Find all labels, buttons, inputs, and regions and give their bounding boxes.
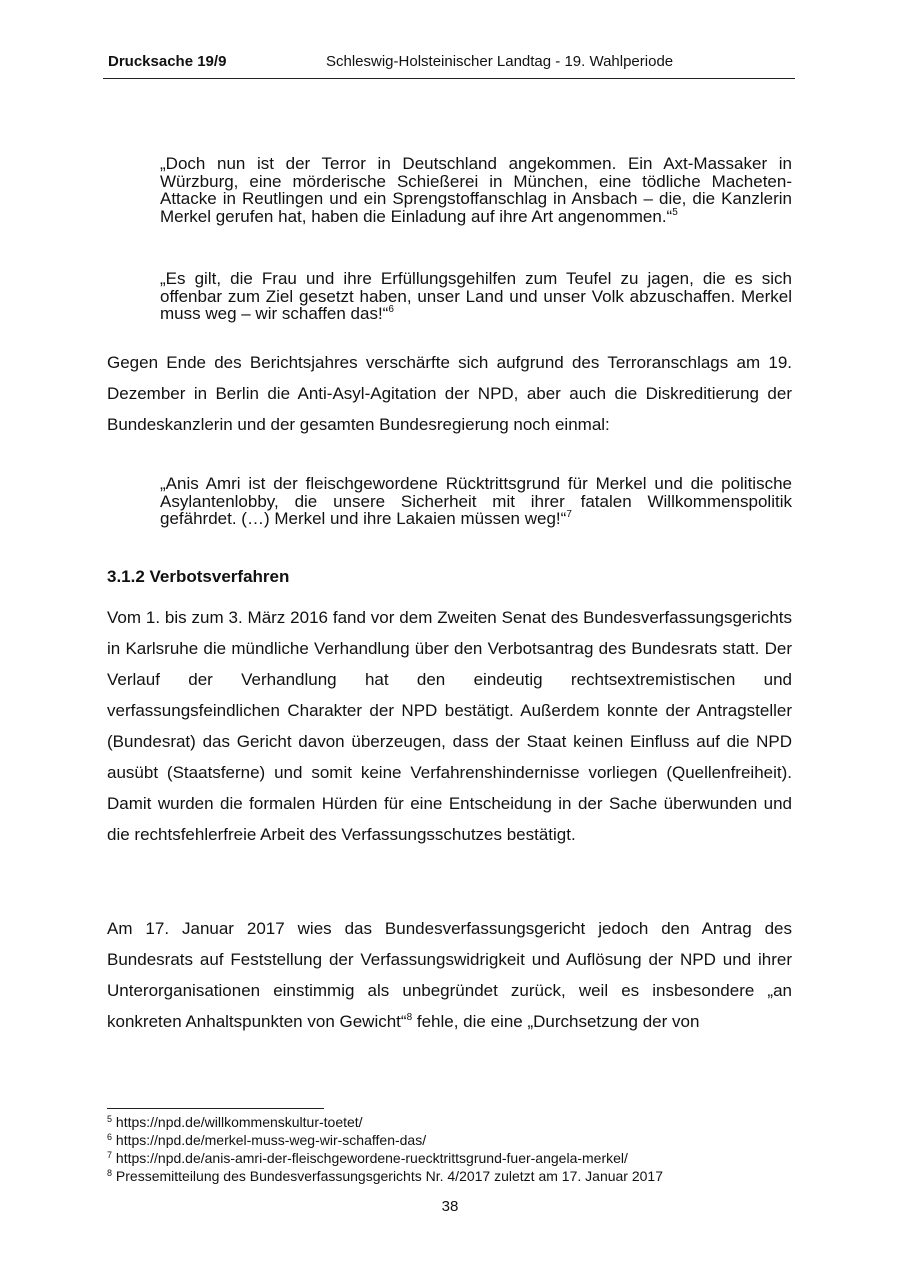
document-number: Drucksache 19/9 bbox=[108, 53, 227, 70]
footnote-number: 5 bbox=[107, 1114, 113, 1124]
footnote-number: 6 bbox=[107, 1132, 113, 1142]
footnotes bbox=[107, 1113, 663, 1185]
footnote-7 bbox=[107, 1149, 663, 1167]
footnote-link[interactable]: https://npd.de/willkommenskultur-toetet/ bbox=[112, 1114, 363, 1130]
footnote-6 bbox=[107, 1131, 663, 1149]
paragraph-text: Am 17. Januar 2017 wies das Bundesverfassungsgericht jedoch den Antrag des Bundesrats auf Feststellung der Verfassungswidrigkeit und Auflösung der NPD und ihrer Unterorganisationen einstimmig als unbegründet zurück, weil es insbesondere „an konkreten Anhaltspunkten von Gewicht“ bbox=[107, 919, 792, 1031]
footnote-number: 8 bbox=[107, 1168, 113, 1178]
paragraph-verbotsverfahren: Vom 1. bis zum 3. März 2016 fand vor dem Zweiten Senat des Bundesverfassungsgerichts in Karlsruhe die mündliche Verhandlung über den Verbotsantrag des Bundesrats statt. Der Verlauf der Verhandlung hat den eindeutig rechtsextremistischen und verfassungsfeindlichen Charakter der NPD bestätigt. Außerdem konnte der Antragsteller (Bundesrat) das Gericht davon überzeugen, dass der Staat keinen Einfluss auf die NPD ausübt (Staatsferne) und somit keine Verfahrenshindernisse vorliegen (Quellenfreiheit). Damit wurden die formalen Hürden für eine Entscheidung in der Sache überwunden und die rechtsfehlerfreie Arbeit des Verfassungsschutzes bestätigt. bbox=[107, 608, 792, 844]
paragraph-decision bbox=[107, 913, 792, 1037]
block-quote-3 bbox=[160, 475, 792, 528]
footnote-ref-5[interactable]: 5 bbox=[672, 206, 678, 218]
page-number: 38 bbox=[441, 1198, 459, 1215]
footnote-5 bbox=[107, 1113, 663, 1131]
footnote-text: Pressemitteilung des Bundesverfassungsgerichts Nr. 4/2017 zuletzt am 17. Januar 2017 bbox=[112, 1168, 663, 1184]
quote-text: „Anis Amri ist der fleischgewordene Rücktrittsgrund für Merkel und die politische Asylantenlobby, die unsere Sicherheit mit ihrer fatalen Willkommenspolitik gefährdet. (…) Merkel und ihre Lakaien müssen weg!“ bbox=[160, 474, 792, 528]
header-title: Schleswig-Holsteinischer Landtag - 19. Wahlperiode bbox=[326, 53, 674, 70]
footnote-separator bbox=[107, 1108, 324, 1109]
footnote-ref-7[interactable]: 7 bbox=[566, 509, 572, 520]
quote-text: „Es gilt, die Frau und ihre Erfüllungsgehilfen zum Teufel zu jagen, die es sich offenbar zum Ziel gesetzt haben, unser Land und unser Volk abzuschaffen. Merkel muss weg – wir schaffen das!“ bbox=[160, 269, 792, 323]
paragraph-text-continued: fehle, die eine „Durchsetzung der von bbox=[412, 1012, 700, 1031]
page-header bbox=[103, 52, 795, 79]
quote-text: „Doch nun ist der Terror in Deutschland angekommen. Ein Axt-Massaker in Würzburg, eine mörderische Schießerei in München, eine tödliche Macheten-Attacke in Reutlingen und ein Sprengstoffanschlag in Ansbach – die, die Kanzlerin Merkel gerufen hat, haben die Einladung auf ihre Art angenommen.“ bbox=[160, 154, 792, 226]
paragraph-intro: Gegen Ende des Berichtsjahres verschärfte sich aufgrund des Terroranschlags am 19. Dezember in Berlin die Anti-Asyl-Agitation der NPD, aber auch die Diskreditierung der Bundeskanzlerin und der gesamten Bundesregierung noch einmal: bbox=[107, 353, 792, 434]
block-quote-1 bbox=[160, 155, 792, 225]
section-heading: 3.1.2 Verbotsverfahren bbox=[107, 567, 290, 586]
footnote-number: 7 bbox=[107, 1150, 113, 1160]
footnote-ref-8[interactable]: 8 bbox=[406, 1012, 413, 1023]
footnote-link[interactable]: https://npd.de/anis-amri-der-fleischgewordene-ruecktrittsgrund-fuer-angela-merkel/ bbox=[112, 1150, 628, 1166]
footnote-8 bbox=[107, 1167, 663, 1185]
footnote-link[interactable]: https://npd.de/merkel-muss-weg-wir-schaffen-das/ bbox=[112, 1132, 427, 1148]
footnote-ref-6[interactable]: 6 bbox=[388, 304, 394, 315]
block-quote-2 bbox=[160, 270, 792, 323]
